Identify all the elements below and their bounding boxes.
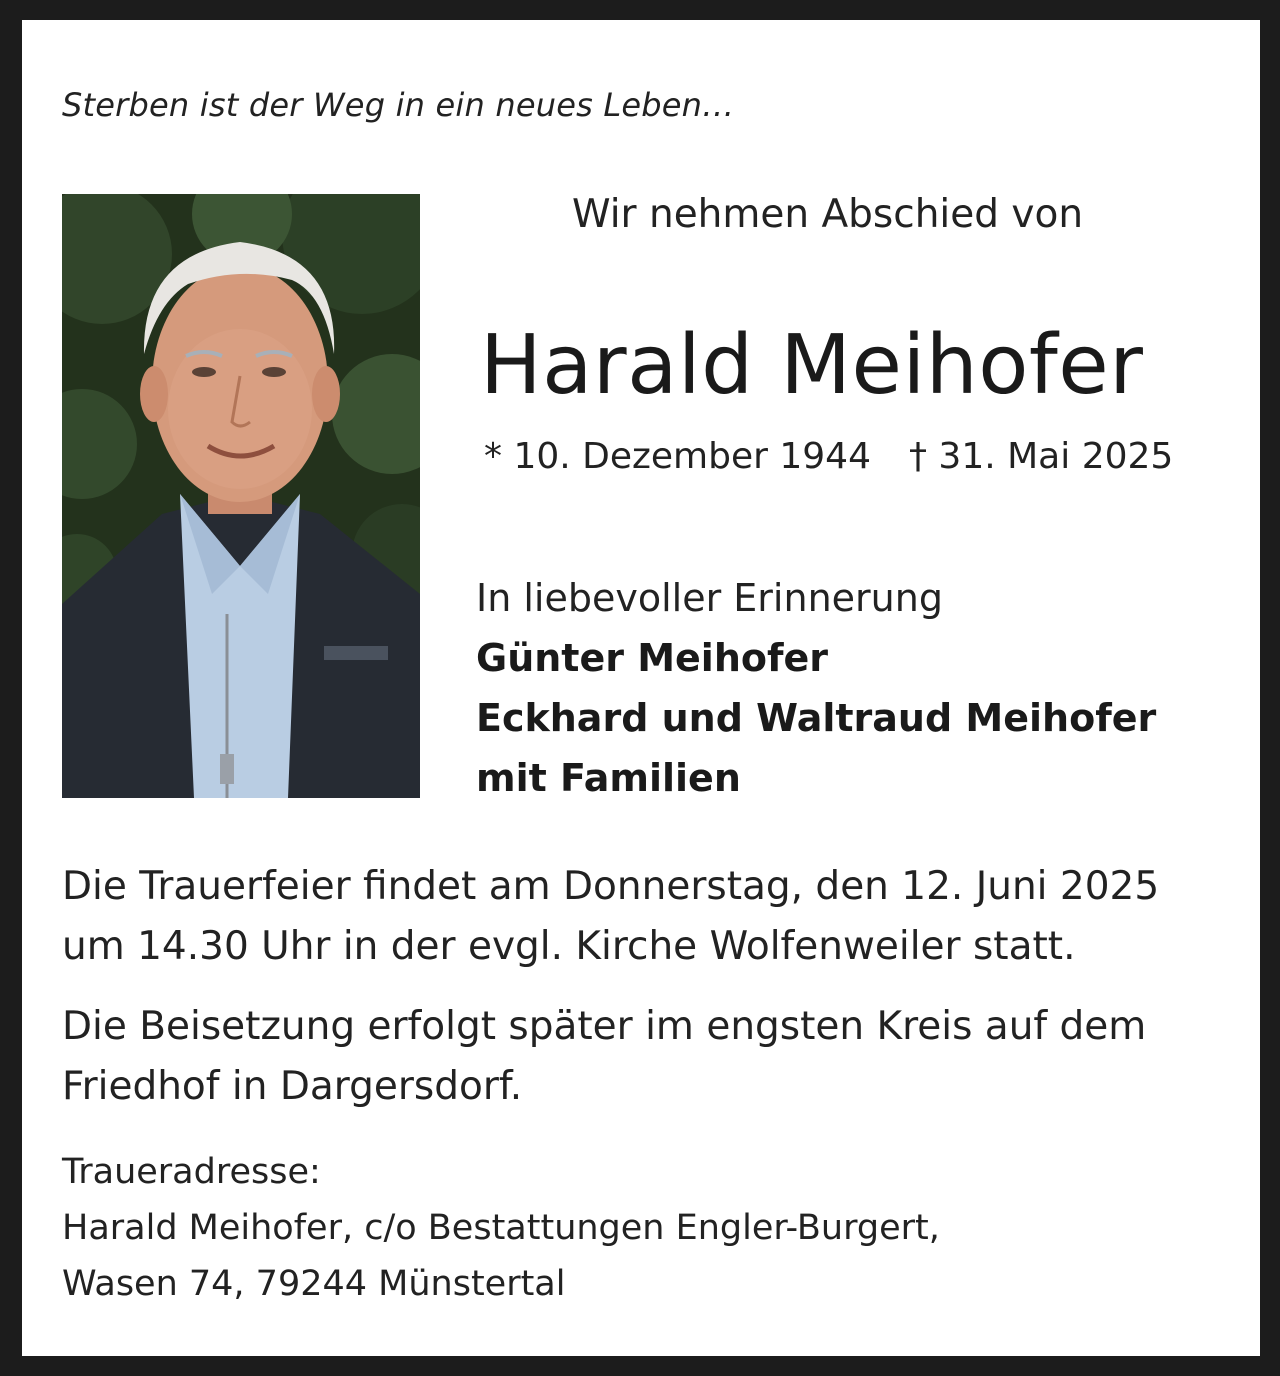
motto-quote: Sterben ist der Weg in ein neues Leben… [62,86,735,124]
mourner-line: Eckhard und Waltraud Meihofer [476,696,1157,740]
death-date: † 31. Mai 2025 [908,436,1174,477]
burial-text-line: Die Beisetzung erfolgt später im engsten Kreis auf dem [62,1004,1147,1049]
address-line: Harald Meihofer, c/o Bestattungen Engler-Burgert, [62,1208,940,1248]
memory-intro: In liebevoller Erinnerung [476,576,943,620]
ceremony-text-line: um 14.30 Uhr in der evgl. Kirche Wolfenweiler statt. [62,924,1076,969]
ceremony-text-line: Die Trauerfeier findet am Donnerstag, den 12. Juni 2025 [62,864,1160,909]
birth-date: * 10. Dezember 1944 [484,436,871,477]
mourner-line: Günter Meihofer [476,636,829,680]
farewell-heading: Wir nehmen Abschied von [572,192,1084,237]
life-dates [484,436,1173,477]
burial-text-line: Friedhof in Dargersdorf. [62,1064,523,1109]
address-label: Traueradresse: [62,1152,321,1192]
obituary-notice [22,20,1260,1356]
deceased-name: Harald Meihofer [480,318,1144,413]
address-line: Wasen 74, 79244 Münstertal [62,1264,566,1304]
portrait-photo [62,194,420,798]
mourner-line: mit Familien [476,756,741,800]
